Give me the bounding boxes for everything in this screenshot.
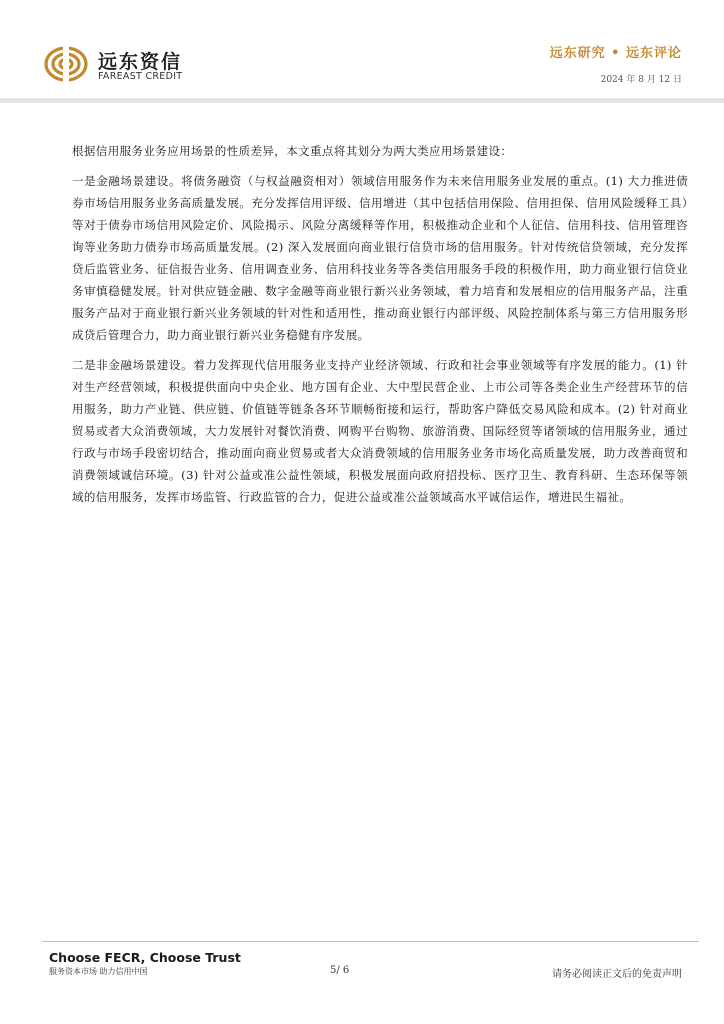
page-header: [0, 0, 724, 104]
body-paragraph-non-financial: 二是非金融场景建设。着力发挥现代信用服务业支持产业经济领域、行政和社会事业领域等有序发展的能力。(1) 针对生产经营领域，积极提供面向中央企业、地方国有企业、大中型民营企业、上市公司等各类企业生产经营环节的信用服务，助力产业链、供应链、价值链等链条各环节顺畅衔接和运行，帮助客户降低交易风险和成本。(2) 针对商业贸易或者大众消费领域，大力发展针对餐饮消费、网购平台购物、旅游消费、国际经贸等诸领域的信用服务业，通过行政与市场手段密切结合，推动面向商业贸易或者大众消费领域的信用服务业务市场化高质量发展，助力改善商贸和消费领域诚信环境。(3) 针对公益或准公益性领域，积极发展面向政府招投标、医疗卫生、教育科研、生态环保等领域的信用服务，发挥市场监管、行政监管的合力，促进公益或准公益领域高水平诚信运作，增进民生福祉。: [72, 358, 688, 504]
disclaimer-note: 请务必阅读正文后的免责声明: [552, 969, 682, 980]
fareast-credit-logo-icon: [42, 44, 90, 84]
footer-tagline: 服务资本市场 助力信用中国: [49, 967, 148, 976]
page-number: 5/ 6: [330, 965, 350, 976]
footer-slogan: Choose FECR, Choose Trust: [49, 950, 241, 965]
series-title: 远东研究 • 远东评论: [549, 46, 682, 61]
document-body: [72, 140, 688, 516]
header-divider: [0, 98, 724, 103]
body-paragraph-financial: 一是金融场景建设。将债务融资（与权益融资相对）领域信用服务作为未来信用服务业发展的重点。(1) 大力推进债券市场信用服务业务高质量发展。充分发挥信用评级、信用增进（其中包括信用保险、信用担保、信用风险缓释工具）等对于债券市场信用风险定价、风险揭示、风险分离缓释等作用，积极推动企业和个人征信、信用科技、信用管理咨询等业务助力债券市场高质量发展。(2) 深入发展面向商业银行信贷市场的信用服务。针对传统信贷领域，充分发挥贷后监管业务、征信报告业务、信用调查业务、信用科技业务等各类信用服务手段的积极作用，助力商业银行信贷业务审慎稳健发展。针对供应链金融、数字金融等商业银行新兴业务领域，着力培育和发展相应的信用服务产品，注重服务产品对于商业银行新兴业务领域的针对性和适用性，推动商业银行内部评级、风险控制体系与第三方信用服务形成贷后管理合力，助力商业银行新兴业务稳健有序发展。: [72, 174, 688, 342]
brand-name-en: FAREAST CREDIT: [98, 71, 183, 82]
brand-name-cn: 远东资信: [98, 51, 183, 73]
footer-divider: [42, 941, 699, 942]
body-paragraph-intro: 根据信用服务业务应用场景的性质差异，本文重点将其划分为两大类应用场景建设：: [72, 144, 513, 158]
report-date: 2024 年 8 月 12 日: [600, 75, 682, 85]
